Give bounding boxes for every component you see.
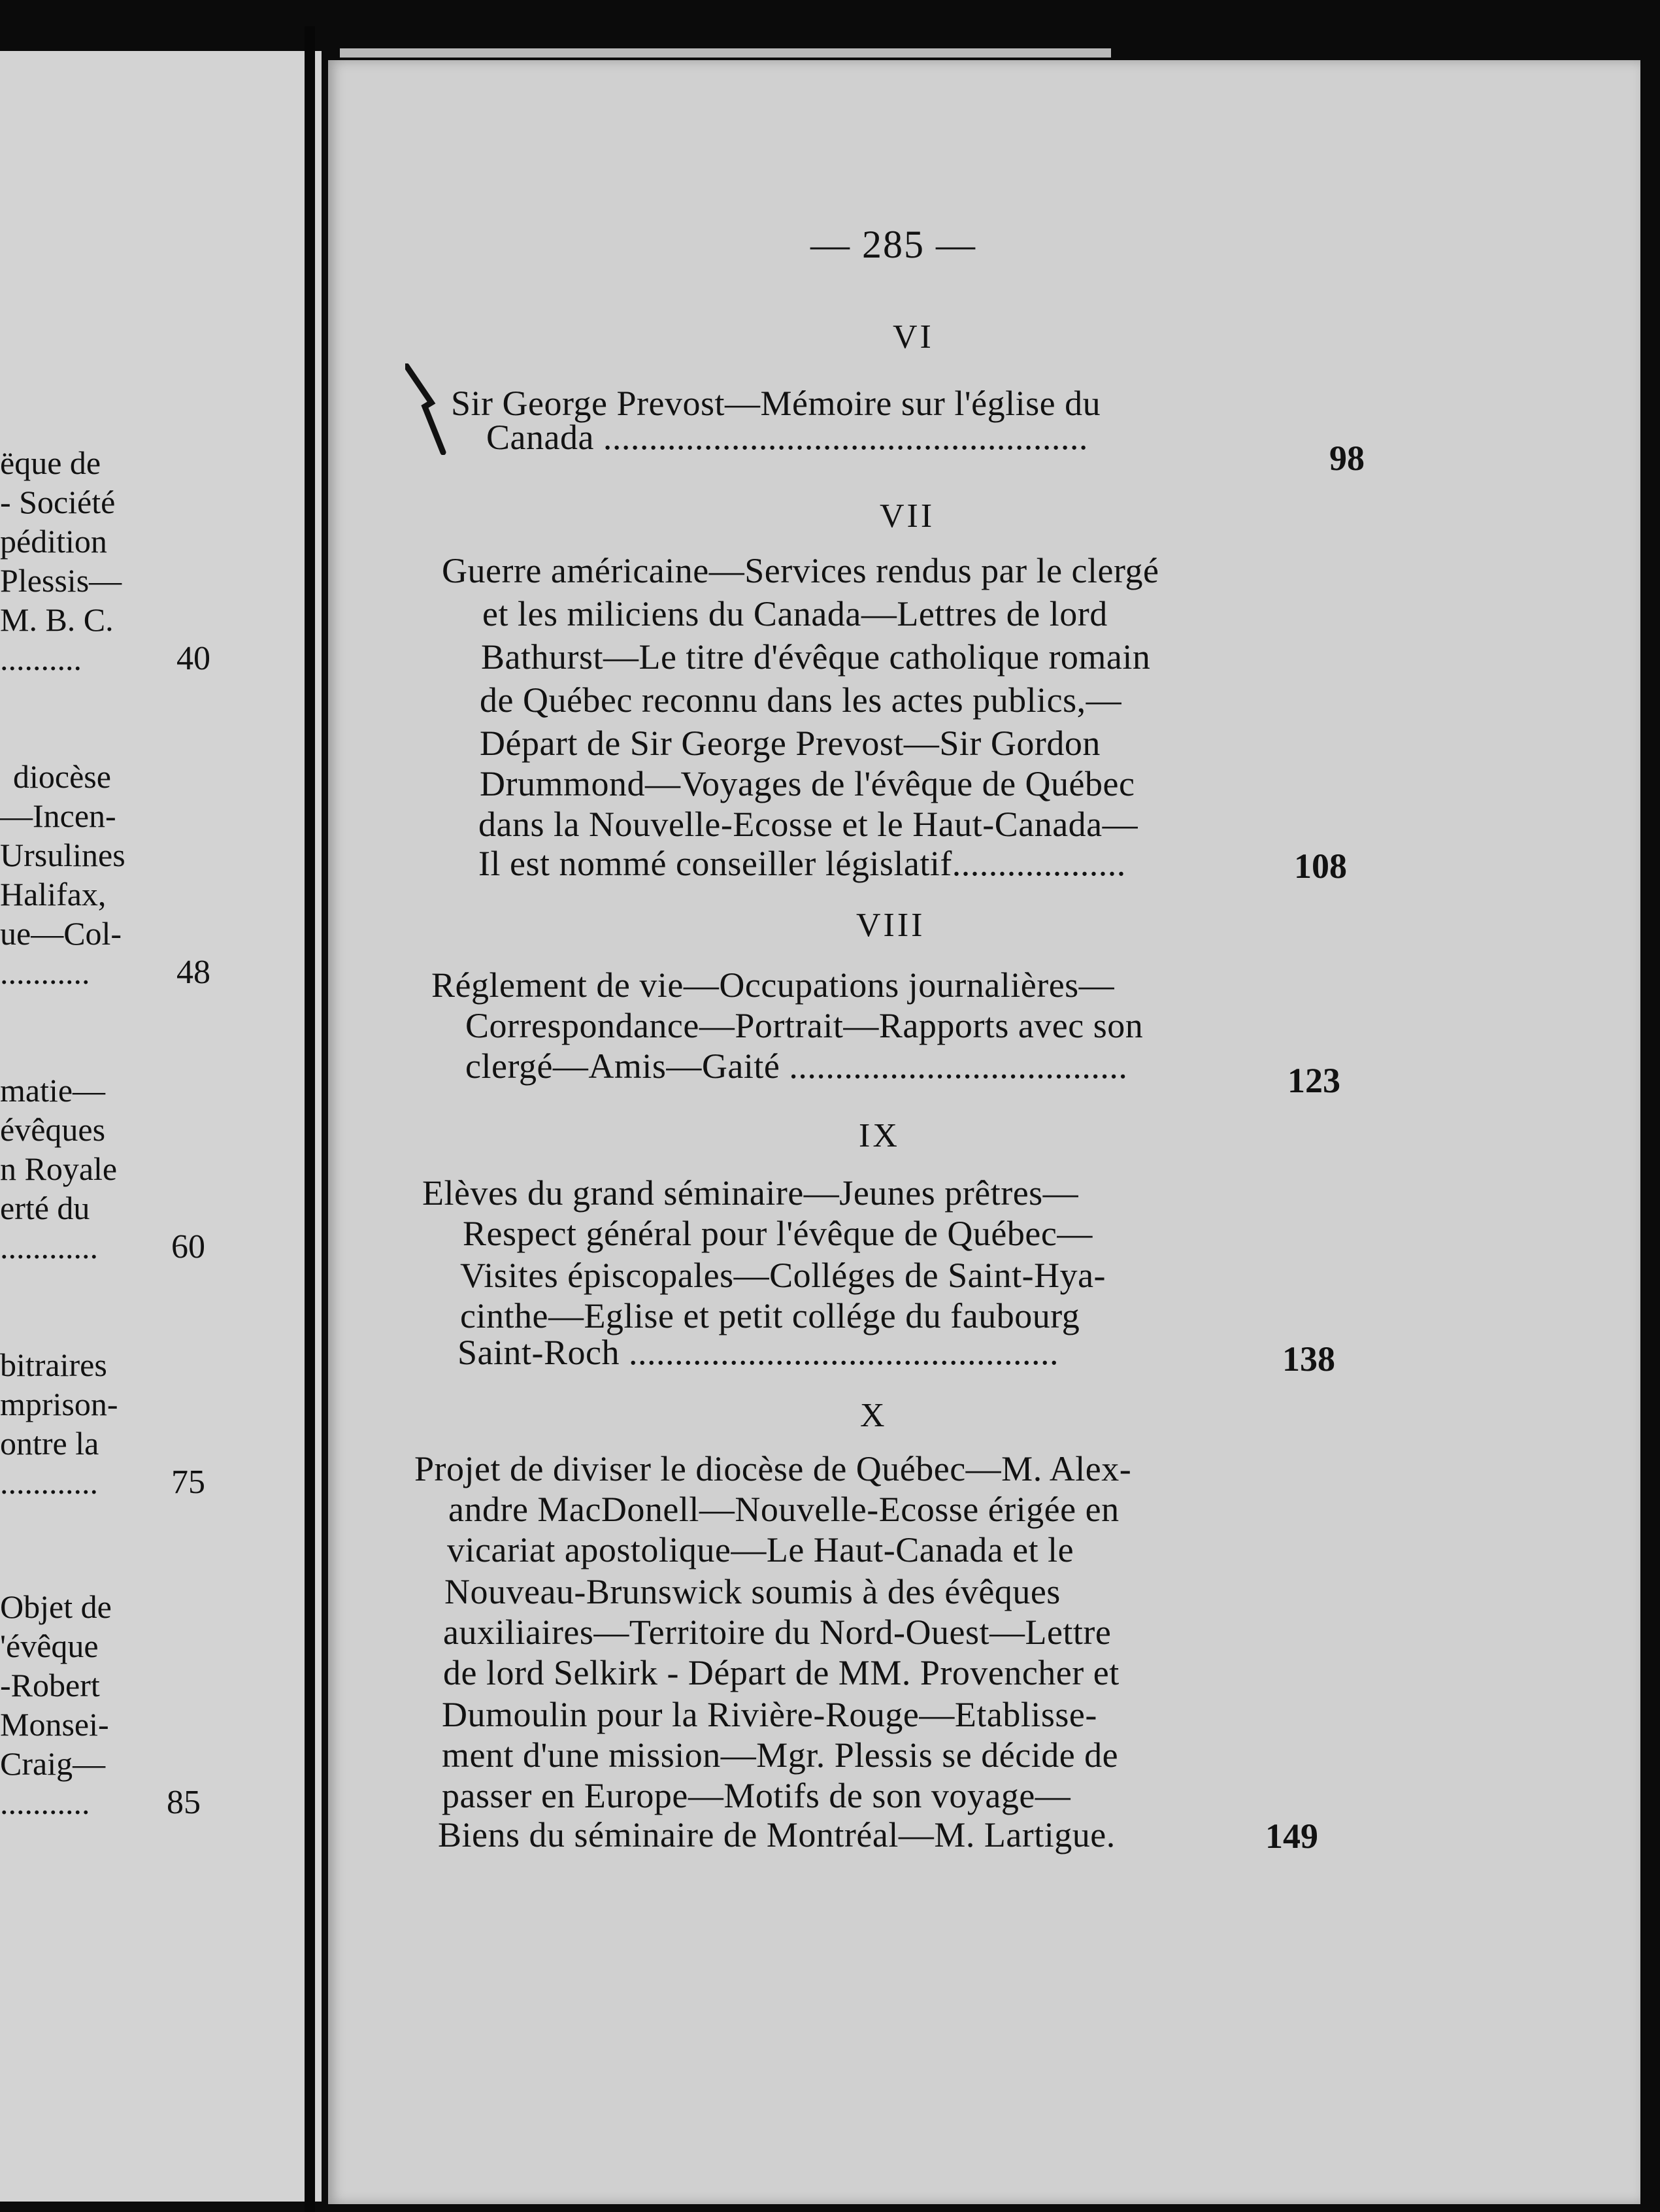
left-page-number: 60 xyxy=(171,1228,205,1265)
left-text-fragment: matie— xyxy=(0,1072,106,1109)
left-text-fragment: ontre la xyxy=(0,1425,99,1462)
toc-entry-line: ment d'une mission—Mgr. Plessis se décide de xyxy=(442,1735,1119,1775)
toc-page-ref: 108 xyxy=(1294,846,1347,886)
toc-page-ref: 123 xyxy=(1287,1061,1340,1100)
section-heading: VIII xyxy=(856,907,925,944)
toc-entry-line: Biens du séminaire de Montréal—M. Lartigue. xyxy=(438,1815,1116,1854)
left-text-fragment: ........... xyxy=(0,954,90,991)
toc-entry-line: cinthe—Eglise et petit collége du faubourg xyxy=(460,1296,1080,1335)
left-page-number: 75 xyxy=(171,1464,205,1501)
left-text-fragment: - Société xyxy=(0,484,116,520)
toc-entry-line: Saint-Roch ............................................... xyxy=(457,1333,1059,1372)
toc-entry-line: Drummond—Voyages de l'évêque de Québec xyxy=(480,764,1135,803)
toc-entry-line: auxiliaires—Territoire du Nord-Ouest—Lettre xyxy=(443,1613,1112,1652)
toc-entry-line: Réglement de vie—Occupations journalières— xyxy=(431,965,1115,1005)
book-gutter xyxy=(305,26,315,2212)
left-text-fragment: M. B. C. xyxy=(0,601,114,638)
toc-entry-line: Dumoulin pour la Rivière-Rouge—Etablisse- xyxy=(442,1695,1097,1734)
section-heading: X xyxy=(860,1397,888,1434)
toc-page-ref: 138 xyxy=(1282,1339,1335,1379)
toc-entry-line: de Québec reconnu dans les actes publics,— xyxy=(480,680,1122,720)
left-text-fragment: mprison- xyxy=(0,1386,118,1422)
left-page-number: 48 xyxy=(176,954,210,991)
left-text-fragment: diocèse xyxy=(13,758,111,795)
section-heading: IX xyxy=(859,1117,900,1154)
left-text-fragment: Objet de xyxy=(0,1588,112,1625)
toc-entry-line: dans la Nouvelle-Ecosse et le Haut-Canada— xyxy=(478,805,1138,844)
toc-page-ref: 149 xyxy=(1265,1817,1318,1856)
left-text-fragment: erté du xyxy=(0,1190,90,1226)
toc-entry-line: Guerre américaine—Services rendus par le clergé xyxy=(442,551,1159,590)
toc-entry-line: Elèves du grand séminaire—Jeunes prêtres— xyxy=(422,1173,1079,1213)
toc-entry-line: Respect général pour l'évêque de Québec— xyxy=(463,1214,1093,1253)
left-text-fragment: Ursulines xyxy=(0,837,125,873)
section-heading: VI xyxy=(893,318,934,356)
section-heading: VII xyxy=(880,497,935,535)
left-text-fragment: Monsei- xyxy=(0,1706,109,1743)
left-text-fragment: -Robert xyxy=(0,1667,100,1703)
toc-entry-line: clergé—Amis—Gaité ..................................... xyxy=(465,1047,1128,1086)
left-text-fragment: n Royale xyxy=(0,1150,118,1187)
toc-page-ref: 98 xyxy=(1329,439,1365,478)
left-text-fragment: Halifax, xyxy=(0,876,107,913)
page-number: — 285 — xyxy=(810,223,976,266)
left-page-fragment xyxy=(0,51,322,2202)
toc-entry-line: passer en Europe—Motifs de son voyage— xyxy=(442,1776,1071,1815)
toc-entry-line: de lord Selkirk - Départ de MM. Provencher et xyxy=(443,1653,1120,1692)
page-edge-strip xyxy=(340,48,1111,58)
left-text-fragment: ëque de xyxy=(0,444,101,481)
left-text-fragment: .......... xyxy=(0,641,82,677)
toc-entry-line: vicariat apostolique—Le Haut-Canada et le xyxy=(447,1530,1074,1569)
left-text-fragment: pédition xyxy=(0,523,107,560)
left-page-number: 85 xyxy=(167,1784,201,1821)
left-text-fragment: ue—Col- xyxy=(0,915,122,952)
left-text-fragment: —Incen- xyxy=(0,797,116,834)
pencil-mark-icon xyxy=(405,363,451,455)
toc-entry-line: et les miliciens du Canada—Lettres de lord xyxy=(482,594,1108,633)
left-text-fragment: bitraires xyxy=(0,1347,107,1383)
toc-entry-line: andre MacDonell—Nouvelle-Ecosse érigée en xyxy=(448,1490,1120,1529)
left-text-fragment: ........... xyxy=(0,1785,90,1821)
left-text-fragment: ............ xyxy=(0,1229,98,1265)
toc-entry-line: Correspondance—Portrait—Rapports avec son xyxy=(465,1006,1144,1045)
toc-entry-line: Départ de Sir George Prevost—Sir Gordon xyxy=(480,724,1101,763)
toc-entry-line: Visites épiscopales—Colléges de Saint-Hya- xyxy=(460,1256,1106,1295)
left-text-fragment: Plessis— xyxy=(0,562,122,599)
toc-entry-line: Bathurst—Le titre d'évêque catholique romain xyxy=(481,637,1151,677)
left-text-fragment: 'évêque xyxy=(0,1628,99,1664)
left-text-fragment: ............ xyxy=(0,1464,98,1501)
left-text-fragment: évêques xyxy=(0,1111,106,1148)
left-text-fragment: Craig— xyxy=(0,1745,106,1782)
left-page-number: 40 xyxy=(176,640,210,677)
toc-entry-line: Sir George Prevost—Mémoire sur l'église du xyxy=(451,384,1101,423)
toc-entry-line: Nouveau-Brunswick soumis à des évêques xyxy=(444,1572,1061,1611)
toc-entry-line: Canada ..................................................... xyxy=(486,418,1088,457)
toc-entry-line: Projet de diviser le diocèse de Québec—M. Alex- xyxy=(414,1449,1132,1488)
toc-entry-line: Il est nommé conseiller législatif................... xyxy=(478,844,1126,883)
